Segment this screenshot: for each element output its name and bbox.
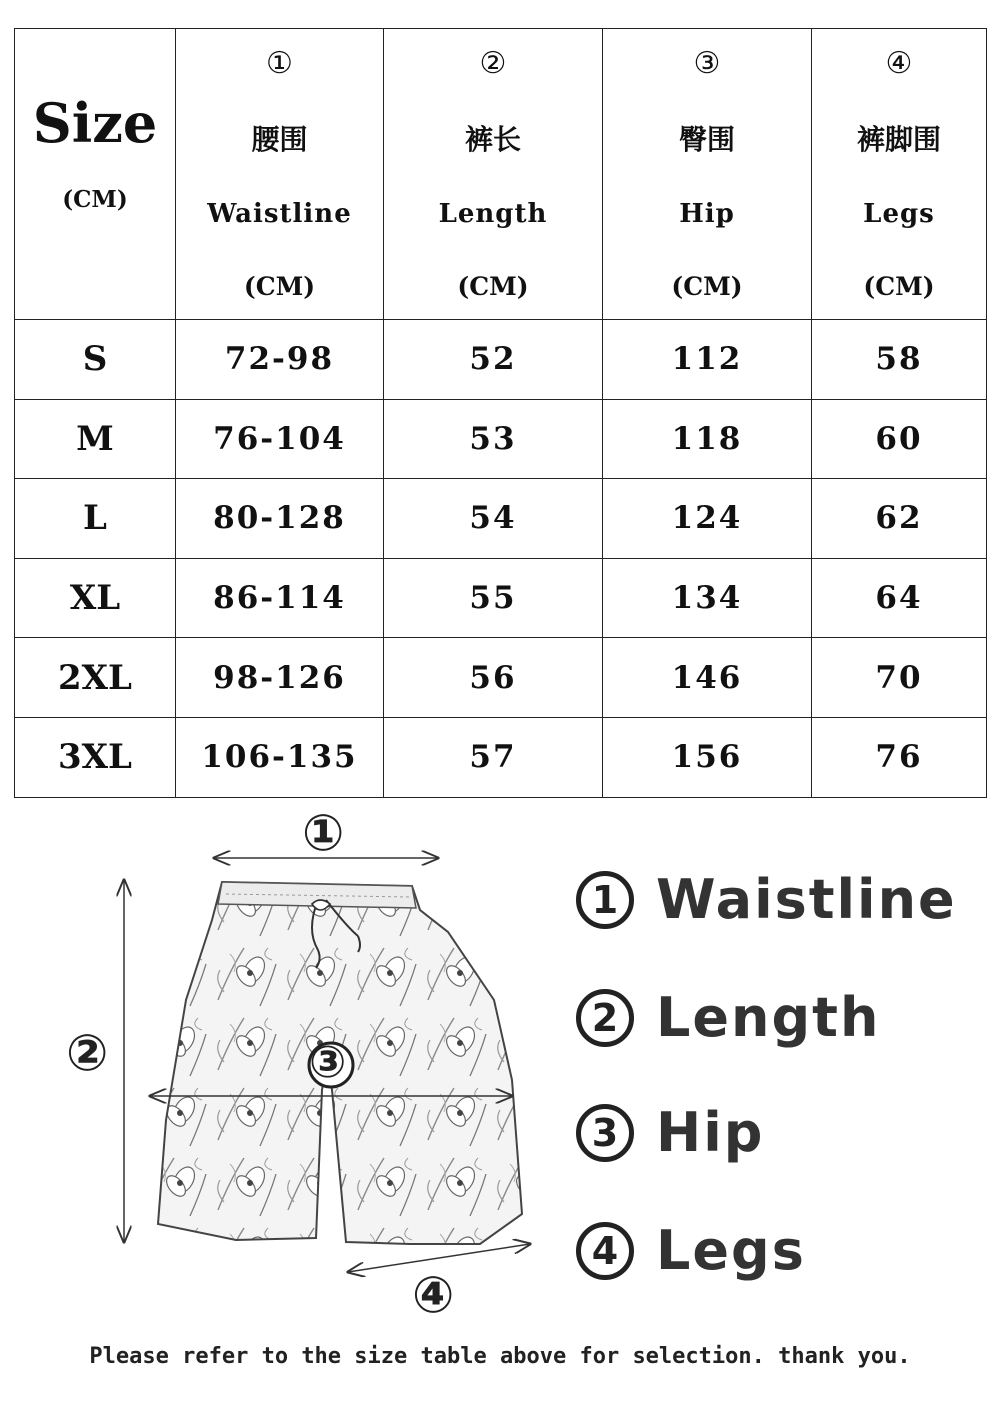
length-cell: 57 bbox=[384, 717, 603, 797]
table-row bbox=[15, 479, 987, 559]
column-number: ② bbox=[479, 46, 507, 81]
waistline-cell: 80-128 bbox=[176, 479, 384, 559]
legs-marker: ④ bbox=[412, 1266, 455, 1324]
legend-item-waistline bbox=[576, 868, 957, 931]
legs-cell: 70 bbox=[812, 638, 987, 718]
table-row bbox=[15, 717, 987, 797]
legs-cell: 76 bbox=[812, 717, 987, 797]
hip-cell: 112 bbox=[603, 320, 812, 400]
column-chinese-label: 腰围 bbox=[251, 123, 308, 156]
table-row bbox=[15, 399, 987, 479]
legs-cell: 60 bbox=[812, 399, 987, 479]
waistline-cell: 106-135 bbox=[176, 717, 384, 797]
length-cell: 53 bbox=[384, 399, 603, 479]
waistline-header-cell bbox=[176, 29, 384, 320]
column-english-label: Legs bbox=[863, 199, 935, 229]
length-cell: 52 bbox=[384, 320, 603, 400]
legs-cell: 58 bbox=[812, 320, 987, 400]
column-chinese-label: 裤脚围 bbox=[856, 123, 941, 156]
waistline-cell: 86-114 bbox=[176, 558, 384, 638]
hip-marker: ③ bbox=[309, 1037, 347, 1088]
legend-number: 3 bbox=[576, 1104, 634, 1162]
table-header-row bbox=[15, 29, 987, 320]
legs-cell: 62 bbox=[812, 479, 987, 559]
legend-number: 1 bbox=[576, 871, 634, 929]
size-cell: 3XL bbox=[15, 717, 176, 797]
column-number: ④ bbox=[885, 46, 913, 81]
legend-number: 2 bbox=[576, 989, 634, 1047]
measurement-diagram bbox=[0, 800, 1000, 1324]
column-chinese-label: 臀围 bbox=[678, 123, 735, 156]
column-unit: (CM) bbox=[243, 272, 316, 301]
length-cell: 56 bbox=[384, 638, 603, 718]
footer-note: Please refer to the size table above for selection. thank you. bbox=[89, 1344, 911, 1369]
size-cell: M bbox=[15, 399, 176, 479]
legs-header-cell bbox=[812, 29, 987, 320]
hip-cell: 134 bbox=[603, 558, 812, 638]
length-cell: 55 bbox=[384, 558, 603, 638]
length-cell: 54 bbox=[384, 479, 603, 559]
legend-item-legs bbox=[576, 1219, 806, 1282]
table-row bbox=[15, 638, 987, 718]
column-unit: (CM) bbox=[457, 272, 529, 301]
size-header-title: Size bbox=[32, 90, 158, 155]
hip-cell: 156 bbox=[603, 717, 812, 797]
column-unit: (CM) bbox=[863, 272, 935, 301]
size-header-unit: (CM) bbox=[62, 185, 128, 213]
table-row bbox=[15, 320, 987, 400]
column-chinese-label: 裤长 bbox=[464, 123, 521, 156]
size-header-cell bbox=[15, 29, 176, 320]
legend-item-hip bbox=[576, 1101, 764, 1164]
column-unit: (CM) bbox=[671, 272, 743, 301]
column-english-label: Waistline bbox=[207, 199, 352, 229]
column-number: ① bbox=[266, 46, 293, 81]
hip-cell: 124 bbox=[603, 479, 812, 559]
size-cell: L bbox=[15, 479, 176, 559]
column-english-label: Hip bbox=[679, 199, 735, 229]
hip-header-cell bbox=[603, 29, 812, 320]
size-cell: S bbox=[15, 320, 176, 400]
column-english-label: Length bbox=[438, 199, 548, 229]
length-header-cell bbox=[384, 29, 603, 320]
size-cell: 2XL bbox=[15, 638, 176, 718]
hip-cell: 146 bbox=[603, 638, 812, 718]
waistline-cell: 72-98 bbox=[176, 320, 384, 400]
waistline-cell: 98-126 bbox=[176, 638, 384, 718]
waistline-marker: ① bbox=[302, 804, 345, 862]
legs-cell: 64 bbox=[812, 558, 987, 638]
column-number: ③ bbox=[693, 46, 721, 81]
legend-number: 4 bbox=[576, 1222, 634, 1280]
size-cell: XL bbox=[15, 558, 176, 638]
legend-label: Length bbox=[656, 986, 881, 1049]
legend-label: Legs bbox=[656, 1219, 806, 1282]
hip-cell: 118 bbox=[603, 399, 812, 479]
size-table bbox=[14, 28, 987, 798]
legend-item-length bbox=[576, 986, 880, 1049]
length-marker: ② bbox=[66, 1024, 109, 1082]
waistline-cell: 76-104 bbox=[176, 399, 384, 479]
legend-label: Hip bbox=[656, 1101, 765, 1164]
legend-label: Waistline bbox=[656, 868, 957, 931]
table-row bbox=[15, 558, 987, 638]
